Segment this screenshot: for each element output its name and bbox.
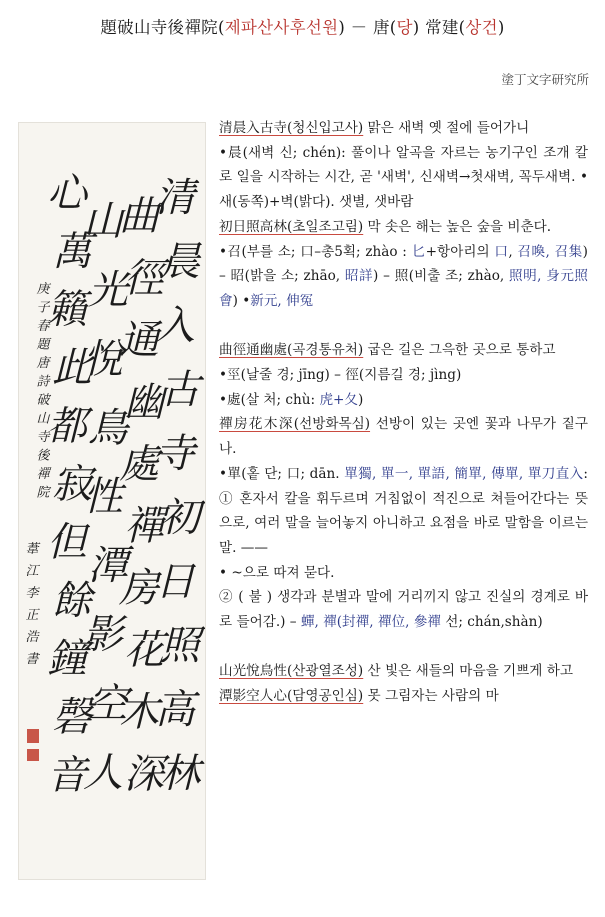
inscription-character: 江: [25, 564, 39, 579]
verse-line-4: [219, 412, 588, 461]
calligraphy-character: 鳥: [88, 405, 128, 452]
calligraphy-character: 古: [160, 367, 200, 413]
inscription-character: 詩: [36, 374, 50, 390]
calligraphy-character: 餘: [52, 577, 92, 624]
verse-line-3: [219, 338, 588, 363]
inscription-character: 子: [36, 300, 50, 316]
note-text: ) •: [232, 292, 251, 309]
inscription-character: 李: [25, 586, 39, 601]
calligraphy-character: 照: [160, 623, 200, 669]
note-term: 口: [494, 243, 509, 260]
verse-hanja: 潭影空人心(담영공인심): [219, 688, 364, 705]
seal-stamp: [27, 729, 39, 743]
verse-translation: 막 솟은 해는 높은 숲을 비춘다.: [363, 218, 552, 235]
calligraphy-character: 鐘: [47, 636, 87, 683]
note-term: 照明, 身元照會: [219, 268, 588, 309]
calligraphy-character: 山: [83, 198, 123, 245]
note-term: 召喚, 召集: [517, 243, 583, 260]
inscription-character: 春: [36, 319, 50, 334]
calligraphy-character: 光: [88, 267, 128, 314]
calligraphy-character: 木: [119, 689, 159, 736]
calligraphy-scroll: [18, 122, 206, 880]
inscription-character: 院: [36, 485, 50, 501]
verse-line-5: [219, 659, 588, 684]
calligraphy-character: 徑: [124, 255, 164, 302]
commentary-text: [219, 116, 588, 709]
verse-hanja: 清晨入古寺(청신입고사): [219, 120, 364, 136]
note-paragraph: [219, 240, 588, 314]
note-paragraph: •晨(새벽 신; chén): 풀이나 알곡을 자르는 농기구인 조개 칼로 일을 시작하는 시간, 곧 '새벽', 신새벽→첫새벽, 꼭두새벽. • 새(동쪽)+벽(밝다). 샛별, 샛바람: [219, 144, 588, 211]
verse-hanja: 初日照高林(초일조고림): [219, 218, 364, 235]
inscription-character: 浩: [25, 630, 39, 645]
inscription-character: 寺: [36, 430, 50, 445]
note-text: ② ( 불 ) 생각과 분별과 말에 거리끼지 않고 진실의 경계로 바로 들어감.) –: [219, 589, 588, 631]
calligraphy-character: 寺: [155, 431, 195, 477]
calligraphy-character: 此: [52, 345, 92, 392]
title-close: ): [497, 18, 505, 37]
inscription-character: 山: [36, 411, 50, 427]
note-text: ) – 照(비출 조; zhào,: [373, 268, 509, 285]
verse-hanja: 禪房花木深(선방화목심): [219, 416, 371, 433]
inscription-character: 破: [36, 393, 50, 408]
note-text: •召(부를 소; 口–총5획; zhào :: [219, 243, 412, 260]
note-paragraph: •巠(날줄 경; jīng) – 徑(지름길 경; jìng): [219, 367, 462, 384]
note-term: 單獨, 單一, 單語, 簡單, 傳單, 單刀直入: [344, 465, 584, 482]
calligraphy-character: 晨: [160, 239, 200, 285]
verse-line-1: [219, 116, 588, 141]
note-paragraph: [219, 462, 588, 561]
title-korean: 제파산사후선원: [224, 18, 339, 37]
calligraphy-character: 曲: [119, 193, 159, 240]
inscription-character: 題: [36, 337, 50, 353]
title-hanja: 題破山寺後禪院(: [100, 18, 225, 37]
title-author: ) 常建(: [412, 18, 466, 37]
note-term: 蟬, 禪(封禪, 禪位, 參禪: [300, 614, 441, 631]
verse-hanja: 曲徑通幽處(곡경통유처): [219, 342, 364, 359]
calligraphy-character: 花: [124, 627, 164, 674]
calligraphy-character: 萬: [52, 228, 92, 275]
calligraphy-character: 性: [83, 474, 123, 521]
note-text: ) – 昭(밝을 소; zhāo,: [219, 243, 588, 285]
calligraphy-character: 高: [155, 687, 195, 733]
inscription-character: 唐: [36, 356, 50, 371]
paragraph-gap: [219, 314, 588, 339]
note-text: •處(살 처; chù:: [219, 391, 320, 408]
calligraphy-character: 深: [124, 751, 164, 798]
title-author-korean: 상건: [465, 18, 498, 37]
note-term: 匕: [411, 243, 426, 260]
seal-stamp: [27, 749, 39, 761]
organization-label: 塗丁文字研究所: [501, 72, 589, 87]
calligraphy-character: 通: [119, 317, 159, 364]
calligraphy-character: 空: [88, 680, 128, 727]
calligraphy-character: 房: [119, 565, 159, 612]
calligraphy-character: 音: [47, 752, 87, 799]
inscription-character: 庚: [36, 282, 50, 297]
calligraphy-character: 林: [160, 751, 200, 797]
verse-hanja: 山光悅鳥性(산광열조성): [219, 663, 364, 680]
title-dynasty: ) － 唐(: [338, 18, 397, 37]
calligraphy-character: 人: [83, 749, 123, 796]
note-term: 新元, 伸冤: [250, 292, 314, 309]
calligraphy-character: 日: [155, 559, 195, 605]
calligraphy-artwork: [19, 123, 205, 879]
inscription-character: 後: [36, 448, 50, 464]
verse-translation: 선방이 있는 곳엔 꽃과 나무가 짙구나.: [219, 416, 588, 458]
note-paragraph: • ~으로 따져 묻다.: [219, 564, 335, 581]
note-term: 昭詳: [344, 268, 374, 285]
calligraphy-character: 籟: [47, 287, 87, 333]
verse-translation: 굽은 길은 그윽한 곳으로 통하고: [363, 342, 556, 359]
calligraphy-character: 磬: [52, 694, 92, 741]
calligraphy-character: 影: [83, 612, 123, 658]
inscription-character: 正: [25, 608, 39, 623]
note-text: +항아리의: [425, 243, 495, 260]
calligraphy-character: 但: [47, 519, 87, 566]
verse-line-2: [219, 215, 588, 240]
note-text: ,: [508, 243, 518, 260]
inscription-character: 書: [25, 652, 39, 667]
title-dynasty-korean: 당: [396, 18, 413, 37]
inscription-character: 葦: [25, 542, 39, 557]
verse-line-6: [219, 684, 588, 709]
calligraphy-character: 清: [155, 175, 195, 221]
note-paragraph: [219, 585, 588, 634]
calligraphy-character: 悅: [83, 336, 123, 383]
calligraphy-character: 寂: [52, 461, 92, 508]
calligraphy-character: 潭: [88, 543, 128, 590]
calligraphy-character: 幽: [124, 379, 164, 426]
note-text: 선; chán,shàn): [440, 614, 543, 631]
note-text: ): [358, 391, 364, 408]
calligraphy-character: 處: [119, 441, 159, 488]
note-paragraph: [219, 388, 588, 413]
note-text: : ① 혼자서 칼을 휘두르며 거침없이 적진으로 쳐들어간다는 뜻으로, 여러 말을 늘어놓지 아니하고 요점을 바로 말함을 이르는 말. ——: [219, 465, 588, 556]
calligraphy-character: 入: [155, 303, 195, 349]
inscription-character: 禪: [36, 467, 50, 482]
verse-translation: 맑은 새벽 옛 절에 들어가니: [363, 120, 530, 136]
calligraphy-character: 禪: [124, 503, 164, 550]
note-text: •單(홑 단; 口; dān.: [219, 465, 345, 482]
calligraphy-character: 心: [47, 170, 87, 217]
calligraphy-character: 都: [47, 403, 87, 450]
paragraph-gap: [219, 635, 588, 660]
page-title: [0, 14, 605, 38]
verse-translation: 못 그림자는 사람의 마: [363, 688, 499, 705]
note-term: 虎+夂: [319, 391, 359, 408]
calligraphy-character: 初: [160, 495, 200, 541]
verse-translation: 산 빛은 새들의 마음을 기쁘게 하고: [363, 663, 574, 680]
